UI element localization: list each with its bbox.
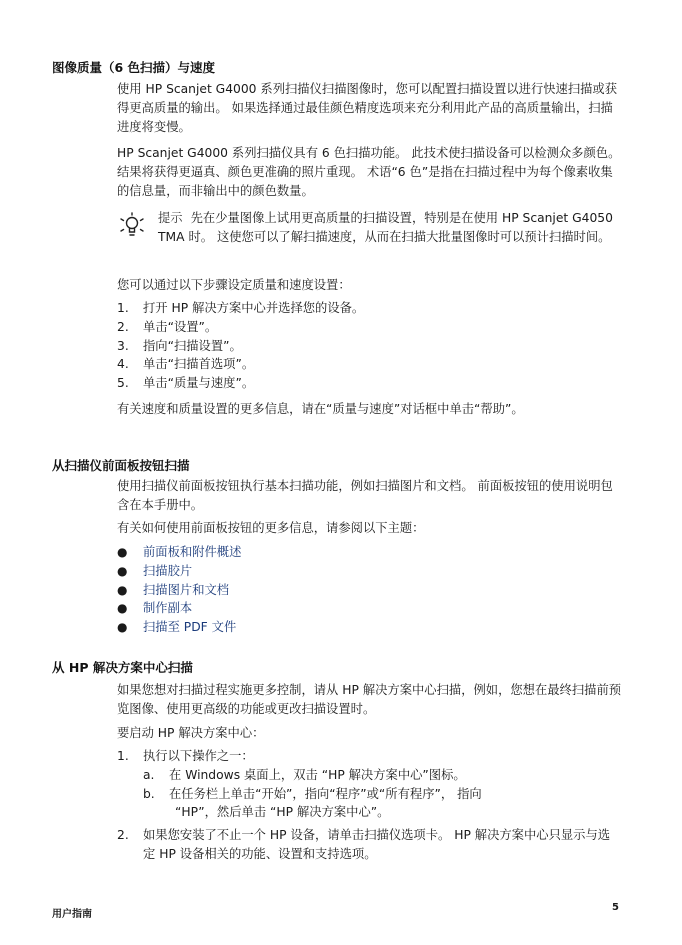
list-item[interactable]: ● 制作副本 (117, 601, 193, 616)
topic-link[interactable]: 制作副本 (143, 601, 193, 616)
topic-link[interactable]: 扫描胶片 (143, 563, 193, 578)
list-item: 5. 单击“质量与速度”。 (117, 376, 255, 391)
list-item: a. 在 Windows 桌面上，双击 “HP 解决方案中心”图标。 (143, 767, 466, 782)
list-item: 2. 如果您安装了不止一个 HP 设备，请单击扫描仪选项卡。 HP 解决方案中心只显示与选定 HP 设备相关的功能、设置和支持选项。 (117, 828, 611, 861)
solution-steps-list-2 (117, 826, 622, 864)
steps-list (117, 299, 622, 393)
topic-link[interactable]: 扫描图片和文档 (143, 582, 230, 597)
paragraph: 有关速度和质量设置的更多信息，请在“质量与速度”对话框中单击“帮助”。 (117, 402, 524, 416)
tip-text: 先在少量图像上试用更高质量的扫描设置，特别是在使用 HP Scanjet G4050 TMA 时。 这使您可以了解扫描速度，从而在扫描大批量图像时可以预计扫描时间。 (158, 211, 613, 244)
section-heading-front-panel: 从扫描仪前面板按钮扫描 (52, 458, 190, 473)
list-item[interactable]: ● 扫描胶片 (117, 563, 193, 578)
lightbulb-tip-icon (117, 212, 147, 240)
list-item: 3. 指向“扫描设置”。 (117, 338, 242, 353)
tip-label: 提示 (158, 211, 183, 225)
paragraph: HP Scanjet G4000 系列扫描仪具有 6 色扫描功能。 此技术使扫描设备可以检测众多颜色。 结果将获得更逼真、颜色更准确的照片重现。 术语“6 色”是指在扫描过程中为每个像素收集的信息量，而非输出中的颜色数量。 (117, 146, 621, 198)
paragraph: 有关如何使用前面板按钮的更多信息，请参阅以下主题： (117, 521, 425, 535)
paragraph: 使用扫描仪前面板按钮执行基本扫描功能，例如扫描图片和文档。 前面板按钮的使用说明包含在本手册中。 (117, 479, 613, 512)
list-item[interactable]: ● 前面板和附件概述 (117, 545, 242, 559)
paragraph: 如果您想对扫描过程实施更多控制，请从 HP 解决方案中心扫描，例如，您想在最终扫描前预览图像、使用更高级的功能或更改扫描设置时。 (117, 683, 622, 716)
paragraph: 您可以通过以下步骤设定质量和速度设置： (117, 278, 351, 292)
topic-links-list (117, 543, 622, 637)
page-number: 5 (612, 902, 619, 913)
footer-title: 用户指南 (52, 909, 92, 920)
list-item: 1. 执行以下操作之一： a. 在 Windows 桌面上，双击 “HP 解决方案中心”图标。 b. 在任务栏上单击“开始”，指向“程序”或“所有程序”， 指向 “HP”，然后单击 “HP 解决方案中心”。 (117, 747, 622, 822)
paragraph: 要启动 HP 解决方案中心： (117, 726, 265, 740)
list-item[interactable]: ● 扫描图片和文档 (117, 582, 230, 597)
list-item: 2. 单击“设置”。 (117, 319, 218, 334)
sub-steps-list (143, 766, 622, 822)
list-item: 4. 单击“扫描首选项”。 (117, 357, 255, 372)
topic-link[interactable]: 扫描至 PDF 文件 (143, 620, 237, 635)
list-item: 1. 打开 HP 解决方案中心并选择您的设备。 (117, 301, 365, 315)
solution-steps-list (117, 747, 622, 822)
topic-link[interactable]: 前面板和附件概述 (143, 545, 242, 559)
tip-note (158, 209, 623, 247)
list-item: b. 在任务栏上单击“开始”，指向“程序”或“所有程序”， 指向 “HP”，然后单击 “HP 解决方案中心”。 (143, 786, 482, 820)
section-heading-quality-speed: 图像质量（6 色扫描）与速度 (52, 60, 216, 75)
paragraph: 使用 HP Scanjet G4000 系列扫描仪扫描图像时，您可以配置扫描设置以进行快速扫描或获得更高质量的输出。 如果选择通过最佳颜色精度选项来充分利用此产品的高质量输出，扫描进度将变慢。 (117, 82, 618, 134)
list-item[interactable]: ● 扫描至 PDF 文件 (117, 620, 237, 635)
section-heading-solution-center: 从 HP 解决方案中心扫描 (52, 660, 193, 675)
